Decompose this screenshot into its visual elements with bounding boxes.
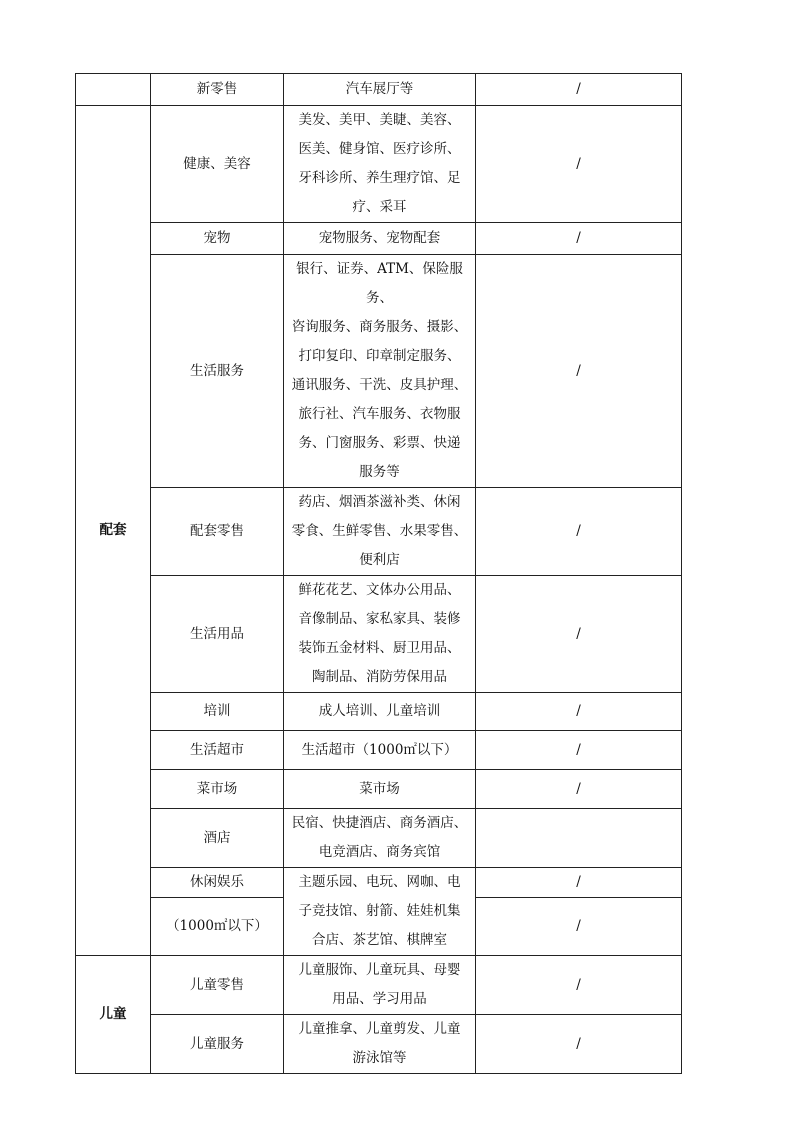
value-cell: / <box>476 576 682 693</box>
content-cell: 成人培训、儿童培训 <box>284 693 476 731</box>
subcategory-cell: 生活服务 <box>151 255 284 488</box>
subcategory-cell: 儿童零售 <box>151 956 284 1015</box>
value-cell: / <box>476 770 682 809</box>
table-row <box>76 731 682 770</box>
content-cell: 药店、烟酒茶滋补类、休闲 零食、生鲜零售、水果零售、 便利店 <box>284 488 476 576</box>
value-cell: / <box>476 488 682 576</box>
table-row <box>76 488 682 576</box>
subcategory-cell: 配套零售 <box>151 488 284 576</box>
subcategory-cell: 宠物 <box>151 223 284 255</box>
table-row <box>76 693 682 731</box>
category-cell: 配套 <box>76 106 151 956</box>
table-row <box>76 106 682 223</box>
subcategory-cell: 休闲娱乐 <box>151 868 284 898</box>
value-cell: / <box>476 731 682 770</box>
table-row <box>76 576 682 693</box>
value-cell: / <box>476 106 682 223</box>
content-cell: 银行、证券、ATM、保险服务、 咨询服务、商务服务、摄影、 打印复印、印章制定服务、 通讯服务、干洗、皮具护理、 旅行社、汽车服务、衣物服 务、门窗服务、彩票、快递 服务等 <box>284 255 476 488</box>
value-cell <box>476 809 682 868</box>
subcategory-cell: 健康、美容 <box>151 106 284 223</box>
content-cell: 菜市场 <box>284 770 476 809</box>
subcategory-cell: 酒店 <box>151 809 284 868</box>
table-row <box>76 74 682 106</box>
table-row <box>76 956 682 1015</box>
subcategory-cell: （1000㎡以下） <box>151 898 284 956</box>
table-row <box>76 868 682 898</box>
value-cell: / <box>476 693 682 731</box>
value-cell: / <box>476 74 682 106</box>
subcategory-cell: 菜市场 <box>151 770 284 809</box>
value-cell: / <box>476 255 682 488</box>
value-cell: / <box>476 956 682 1015</box>
content-cell: 儿童服饰、儿童玩具、母婴 用品、学习用品 <box>284 956 476 1015</box>
subcategory-cell: 新零售 <box>151 74 284 106</box>
content-cell: 汽车展厅等 <box>284 74 476 106</box>
subcategory-cell: 生活用品 <box>151 576 284 693</box>
value-cell: / <box>476 223 682 255</box>
table-row <box>76 255 682 488</box>
content-cell: 鲜花花艺、文体办公用品、 音像制品、家私家具、装修 装饰五金材料、厨卫用品、 陶制品、消防劳保用品 <box>284 576 476 693</box>
category-table <box>75 73 682 1074</box>
subcategory-cell: 培训 <box>151 693 284 731</box>
content-cell: 宠物服务、宠物配套 <box>284 223 476 255</box>
content-cell: 主题乐园、电玩、网咖、电 子竞技馆、射箭、娃娃机集 合店、茶艺馆、棋牌室 <box>284 868 476 956</box>
table-row <box>76 1015 682 1074</box>
table-row <box>76 223 682 255</box>
subcategory-cell: 生活超市 <box>151 731 284 770</box>
value-cell: / <box>476 898 682 956</box>
content-cell: 儿童推拿、儿童剪发、儿童 游泳馆等 <box>284 1015 476 1074</box>
table-row <box>76 770 682 809</box>
content-cell: 美发、美甲、美睫、美容、 医美、健身馆、医疗诊所、 牙科诊所、养生理疗馆、足 疗、采耳 <box>284 106 476 223</box>
table-row <box>76 809 682 868</box>
subcategory-cell: 儿童服务 <box>151 1015 284 1074</box>
category-cell: 儿童 <box>76 956 151 1074</box>
category-cell-empty <box>76 74 151 106</box>
content-cell: 生活超市（1000㎡以下） <box>284 731 476 770</box>
value-cell: / <box>476 1015 682 1074</box>
value-cell: / <box>476 868 682 898</box>
content-cell: 民宿、快捷酒店、商务酒店、 电竞酒店、商务宾馆 <box>284 809 476 868</box>
